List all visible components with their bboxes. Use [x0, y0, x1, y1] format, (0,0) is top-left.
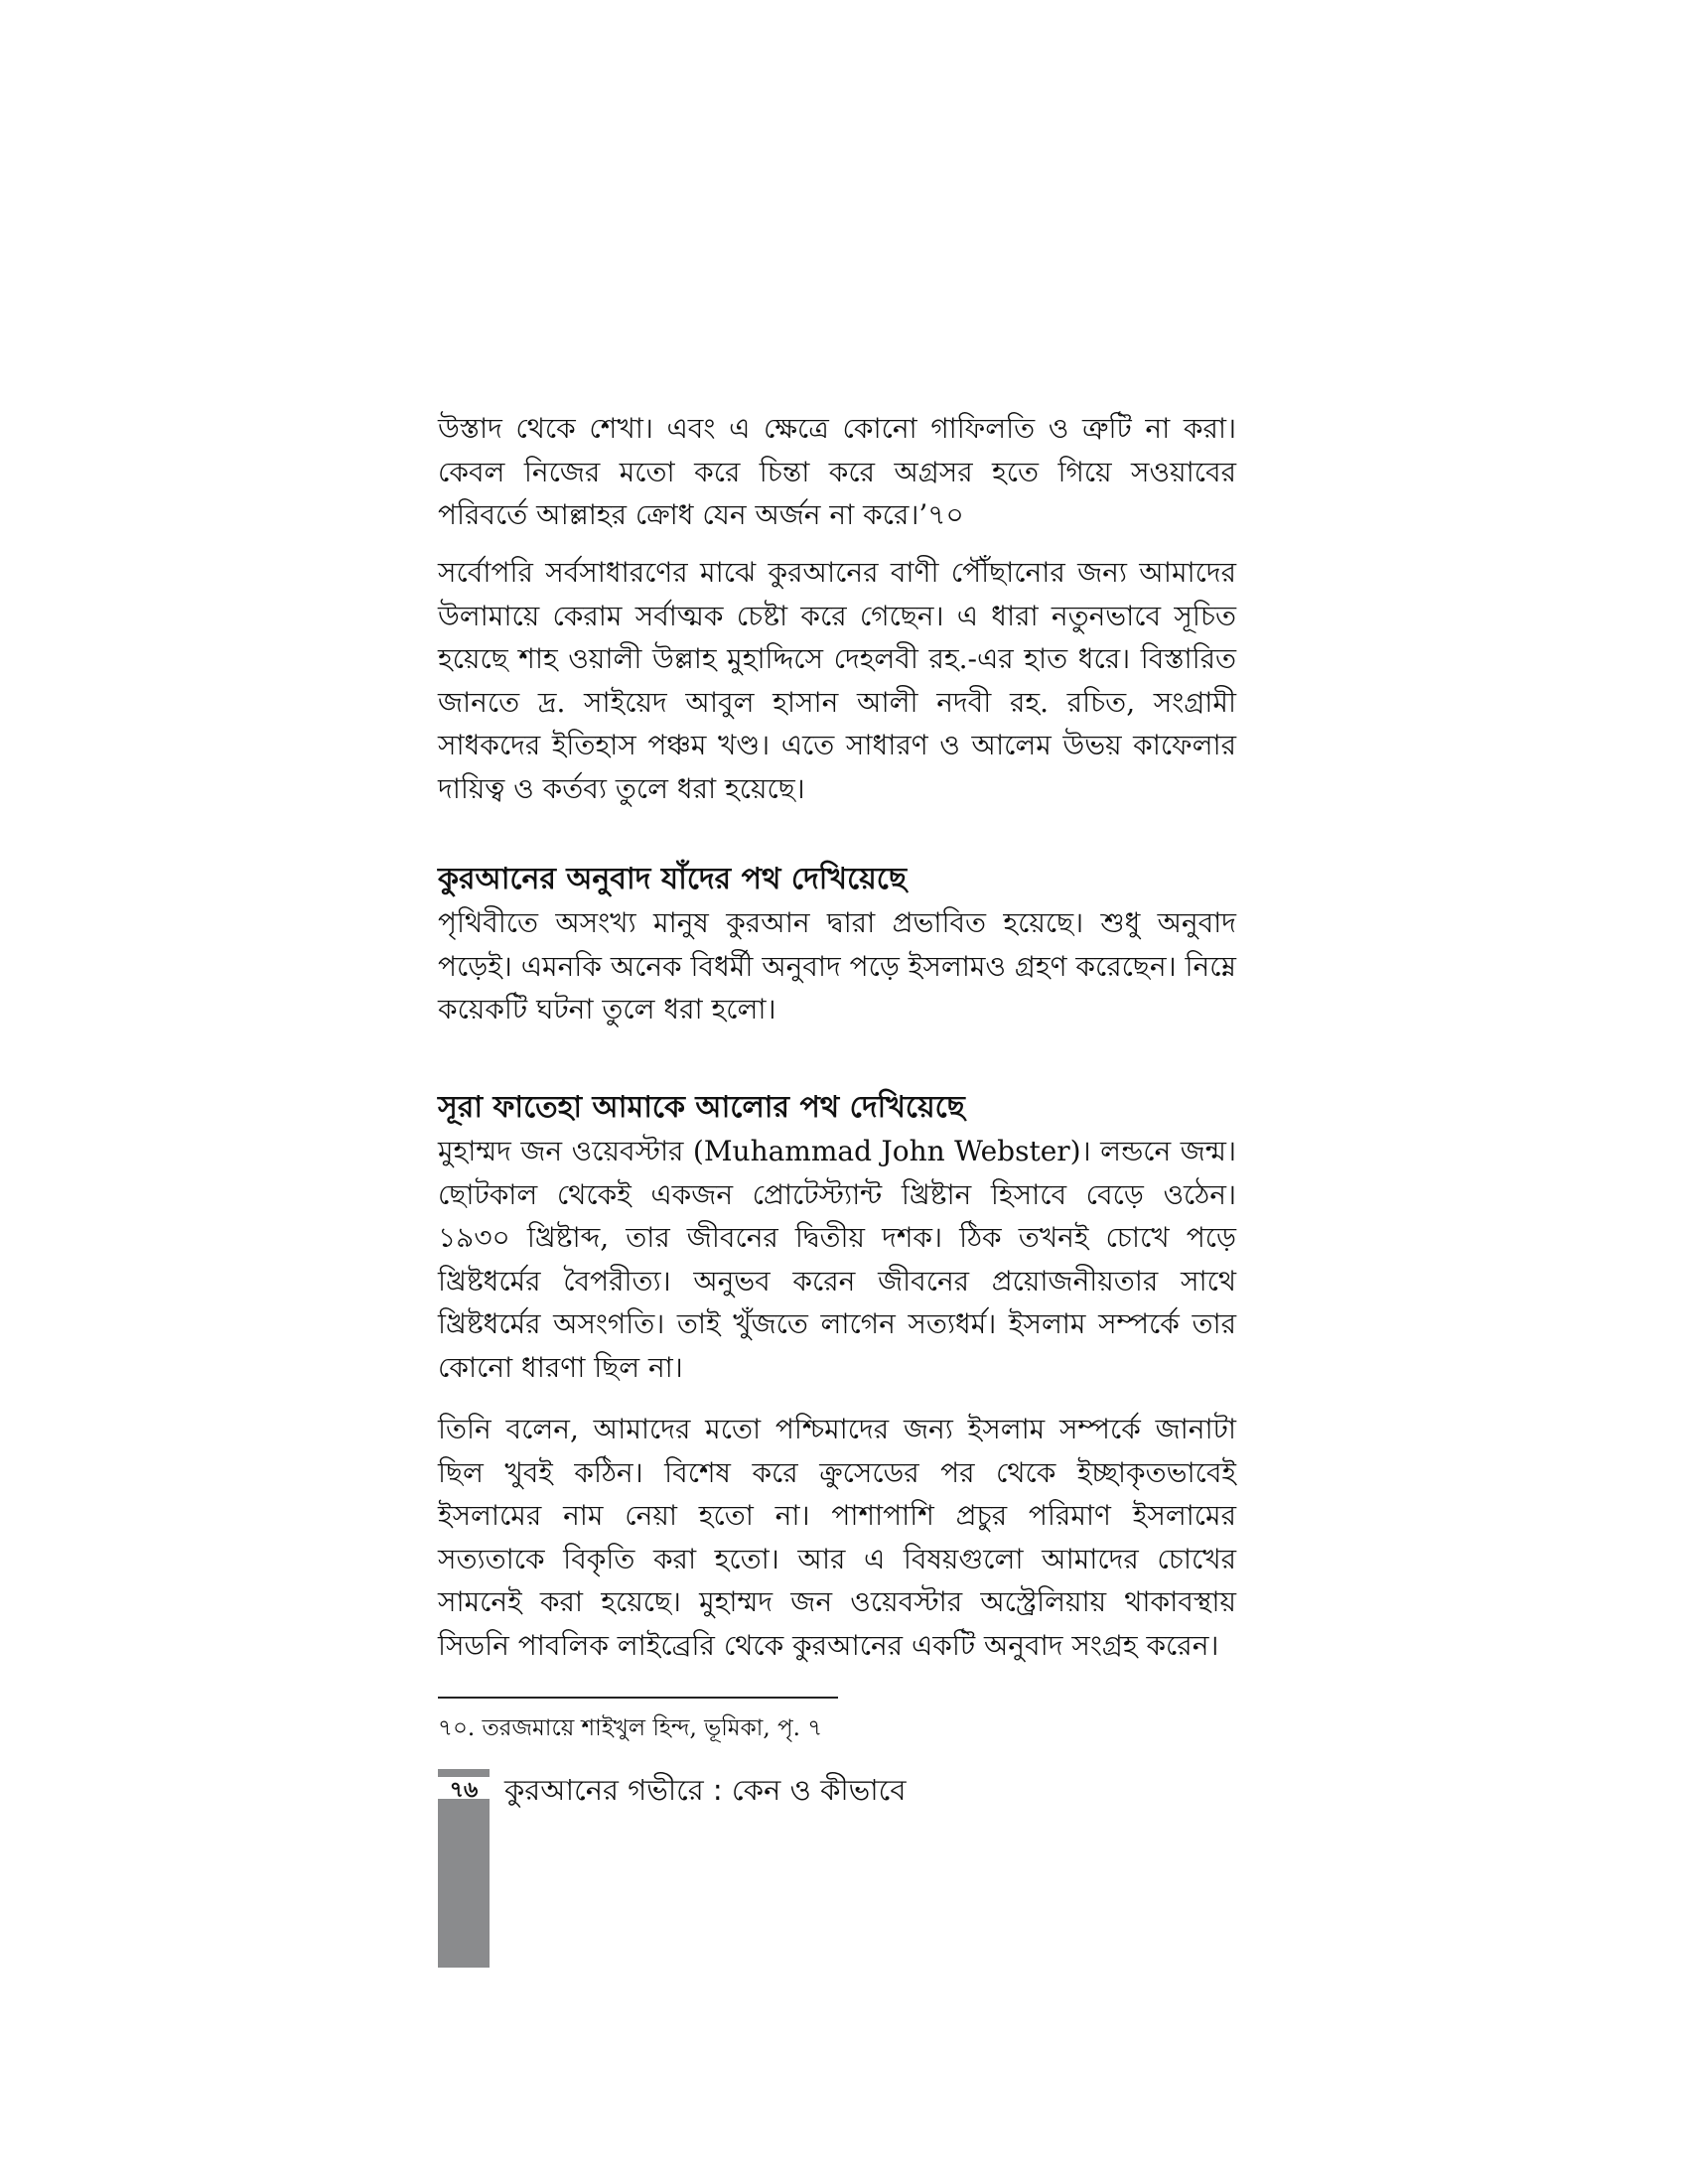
- footnote: ৭০. তরজমায়ে শাইখুল হিন্দ, ভূমিকা, পৃ. ৭: [438, 1715, 823, 1741]
- section-2-body-1: মুহাম্মদ জন ওয়েবস্টার (Muhammad John Webster)। লন্ডনে জন্ম। ছোটকাল থেকেই একজন প্রোটেস্ট্যান্ট খ্রিষ্টান হিসাবে বেড়ে ওঠেন। ১৯৩০ খ্রিষ্টাব্দ, তার জীবনের দ্বিতীয় দশক। ঠিক তখনই চোখে পড়ে খ্রিষ্টধর্মের বৈপরীত্য। অনুভব করেন জীবনের প্রয়োজনীয়তার সাথে খ্রিষ্টধর্মের অসংগতি। তাই খুঁজতে লাগেন সত্যধর্ম। ইসলাম সম্পর্কে তার কোনো ধারণা ছিল না।: [438, 1135, 1236, 1384]
- section-2-continued: [438, 1408, 1236, 1667]
- section-2: [438, 1086, 1236, 1389]
- page-number: ৭৬: [449, 1777, 479, 1803]
- section-2-heading: সূরা ফাতেহা আমাকে আলোর পথ দেখিয়েছে: [438, 1090, 965, 1125]
- section-2-body-2: তিনি বলেন, আমাদের মতো পশ্চিমাদের জন্য ইসলাম সম্পর্কে জানাটা ছিল খুবই কঠিন। বিশেষ করে ক্রুসেডের পর থেকে ইচ্ছাকৃতভাবেই ইসলামের নাম নেয়া হতো না। পাশাপাশি প্রচুর পরিমাণ ইসলামের সত্যতাকে বিকৃতি করা হতো। আর এ বিষয়গুলো আমাদের চোখের সামনেই করা হয়েছে। মুহাম্মদ জন ওয়েবস্টার অস্ট্রেলিয়ায় থাকাবস্থায় সিডনি পাবলিক লাইব্রেরি থেকে কুরআনের একটি অনুবাদ সংগ্রহ করেন।: [438, 1413, 1236, 1662]
- section-1: [438, 858, 1236, 1031]
- section-1-body: পৃথিবীতে অসংখ্য মানুষ কুরআন দ্বারা প্রভাবিত হয়েছে। শুধু অনুবাদ পড়েই। এমনকি অনেক বিধর্মী অনুবাদ পড়ে ইসলামও গ্রহণ করেছেন। নিম্নে কয়েকটি ঘটনা তুলে ধরা হলো।: [438, 906, 1236, 1025]
- paragraph-2: সর্বোপরি সর্বসাধারণের মাঝে কুরআনের বাণী পৌঁছানোর জন্য আমাদের উলামায়ে কেরাম সর্বাত্মক চেষ্টা করে গেছেন। এ ধারা নতুনভাবে সূচিত হয়েছে শাহ ওয়ালী উল্লাহ মুহাদ্দিসে দেহলবী রহ.-এর হাত ধরে। বিস্তারিত জানতে দ্র. সাইয়েদ আবুল হাসান আলী নদবী রহ. রচিত, সংগ্রামী সাধকদের ইতিহাস পঞ্চম খণ্ড। এতে সাধারণ ও আলেম উভয় কাফেলার দায়িত্ব ও কর্তব্য তুলে ধরা হয়েছে।: [438, 556, 1236, 805]
- running-title: কুরআনের গভীরে : কেন ও কীভাবে: [504, 1773, 907, 1807]
- section-1-heading: কুরআনের অনুবাদ যাঁদের পথ দেখিয়েছে: [438, 862, 908, 896]
- footnote-divider: [438, 1697, 838, 1699]
- paragraph-2-block: [438, 551, 1236, 810]
- paragraph-1: উস্তাদ থেকে শেখা। এবং এ ক্ষেত্রে কোনো গাফিলতি ও ত্রুটি না করা। কেবল নিজের মতো করে চিন্তা করে অগ্রসর হতে গিয়ে সওয়াবের পরিবর্তে আল্লাহর ক্রোধ যেন অর্জন না করে।’৭০: [438, 412, 1236, 531]
- paragraph-1-block: [438, 407, 1236, 537]
